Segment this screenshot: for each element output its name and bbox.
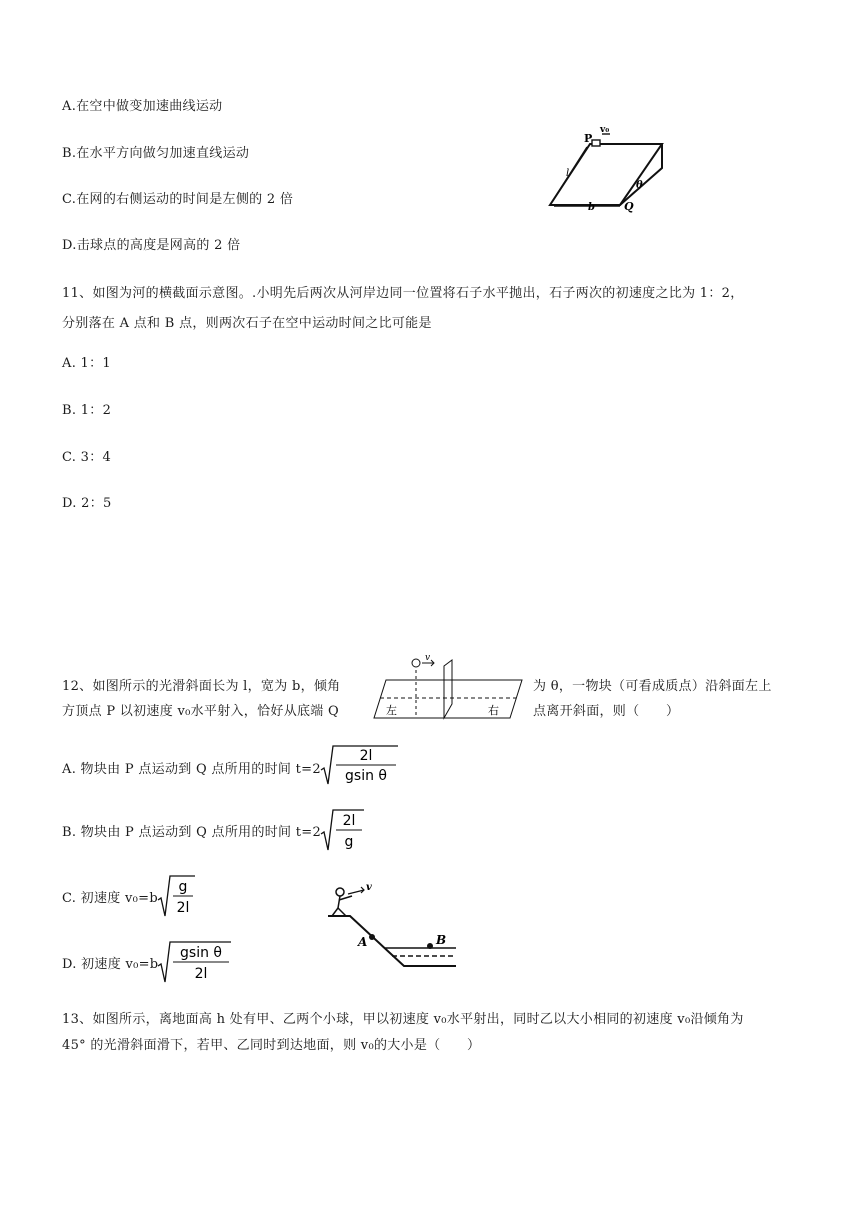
b-numerator: 2l bbox=[342, 813, 356, 829]
q12-stem-line1-right: 为 θ，一物块（可看成质点）沿斜面左上 bbox=[533, 679, 772, 694]
q10-option-c: C.在网的右侧运动的时间是左侧的 2 倍 bbox=[62, 192, 294, 207]
c-numerator: g bbox=[178, 879, 188, 895]
label-l: l bbox=[566, 168, 570, 179]
q11-option-d: D. 2：5 bbox=[62, 496, 112, 511]
label-v: v bbox=[366, 882, 372, 893]
net-figure bbox=[372, 652, 524, 724]
radical-c bbox=[157, 874, 197, 918]
q11-option-a: A. 1：1 bbox=[62, 356, 111, 371]
b-denominator: g bbox=[344, 834, 354, 850]
q12-option-c-text: C. 初速度 v₀=b bbox=[62, 891, 158, 906]
label-q: Q bbox=[624, 200, 634, 213]
person-head bbox=[336, 888, 344, 896]
q12-stem-line2-left: 方顶点 P 以初速度 v₀水平射入，恰好从底端 Q bbox=[62, 704, 339, 719]
c-denominator: 2l bbox=[176, 900, 190, 916]
q10-option-a: A.在空中做变加速曲线运动 bbox=[62, 99, 223, 114]
label-p: P bbox=[584, 132, 593, 145]
q11-stem-line2: 分别落在 A 点和 B 点，则两次石子在空中运动时间之比可能是 bbox=[62, 316, 432, 331]
label-right: 右 bbox=[488, 704, 499, 717]
a-numerator: 2l bbox=[359, 748, 373, 764]
incline-plane-figure bbox=[540, 120, 705, 215]
ball bbox=[412, 659, 420, 667]
q12-stem-line2-right: 点离开斜面，则（ ） bbox=[533, 704, 680, 719]
q10-option-d: D.击球点的高度是网高的 2 倍 bbox=[62, 238, 241, 253]
q13-stem-line2: 45° 的光滑斜面滑下，若甲、乙同时到达地面，则 v₀的大小是（ ） bbox=[62, 1038, 481, 1053]
q12-option-b-text: B. 物块由 P 点运动到 Q 点所用的时间 t=2 bbox=[62, 825, 322, 840]
radical-b bbox=[320, 808, 366, 852]
q10-option-b: B.在水平方向做匀加速直线运动 bbox=[62, 146, 250, 161]
q12-stem-line1-left: 12、如图所示的光滑斜面长为 l，宽为 b，倾角 bbox=[62, 679, 341, 694]
length-arrow bbox=[552, 147, 587, 202]
q12-option-a-text: A. 物块由 P 点运动到 Q 点所用的时间 t=2 bbox=[62, 762, 321, 777]
q11-option-b: B. 1：2 bbox=[62, 403, 112, 418]
label-left: 左 bbox=[386, 704, 397, 717]
q13-stem-line1: 13、如图所示，离地面高 h 处有甲、乙两个小球，甲以初速度 v₀水平射出，同时乙以大小相同的初速度 v₀沿倾角为 bbox=[62, 1012, 744, 1027]
label-a: A bbox=[358, 935, 368, 949]
block-p bbox=[592, 140, 600, 146]
a-denominator: gsin θ bbox=[345, 768, 387, 784]
label-b: B bbox=[436, 933, 447, 947]
label-v: v bbox=[425, 653, 431, 663]
river-cross-section-figure bbox=[322, 880, 462, 970]
q12-option-d-text: D. 初速度 v₀=b bbox=[62, 957, 159, 972]
d-denominator: 2l bbox=[194, 966, 208, 982]
d-numerator: gsin θ bbox=[180, 945, 222, 961]
label-v0: v₀ bbox=[600, 125, 610, 135]
label-b: b bbox=[588, 202, 595, 213]
label-theta: θ bbox=[636, 180, 643, 191]
q11-stem-line1: 11、如图为河的横截面示意图。.小明先后两次从河岸边同一位置将石子水平抛出，石子两次的初速度之比为 1：2， bbox=[62, 286, 744, 301]
q11-option-c: C. 3：4 bbox=[62, 450, 112, 465]
radical-a bbox=[320, 744, 400, 786]
radical-d bbox=[157, 940, 233, 984]
point-a bbox=[369, 934, 375, 940]
point-b bbox=[427, 943, 433, 949]
